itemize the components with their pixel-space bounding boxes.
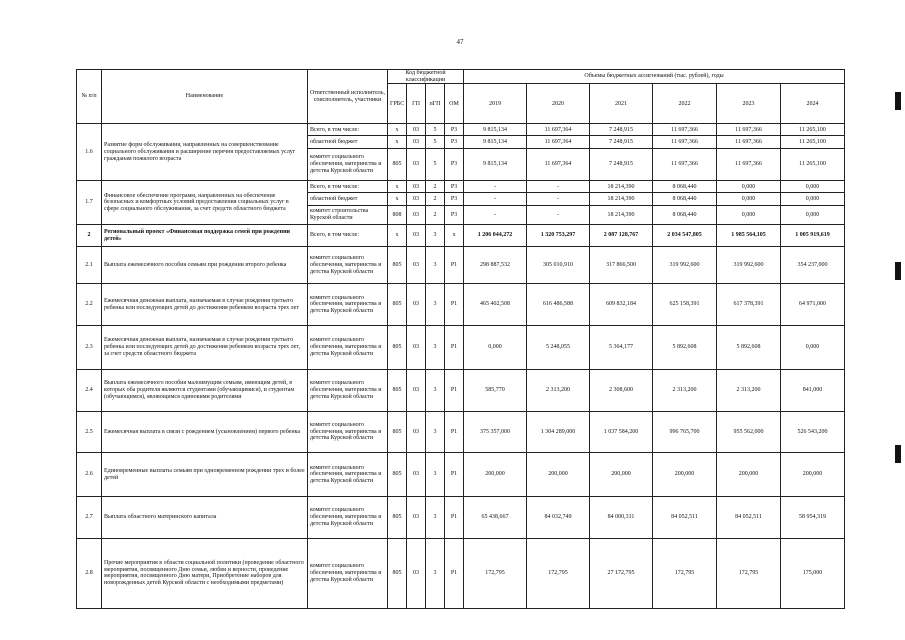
responsible-cell: областной бюджет (308, 193, 388, 205)
row-name: Выплата ежемесячного пособия малоимущим семьям, имеющим детей, в которых оба родителя являются студентами (обучающимися), и студентам (обучающимся), являющимся одинокими родителями (102, 369, 308, 411)
value-cell: 1 320 753,297 (527, 225, 590, 247)
pgp-cell: 3 (426, 453, 445, 497)
row-name: Финансовое обеспечение программ, направленных на обеспечение безопасных и комфортных условий предоставления социальных услуг в сфере социального обслуживания, за счет средств областного бюджета (102, 181, 308, 225)
value-cell: 617 378,391 (717, 284, 781, 326)
value-cell: 5 364,177 (590, 326, 653, 370)
gp-cell: 03 (407, 411, 426, 453)
om-cell: Р1 (445, 497, 464, 539)
header-name: Наименование (102, 70, 308, 124)
value-cell: 11 697,366 (717, 148, 781, 181)
responsible-cell: комитет социального обеспечения, материнства и детства Курской области (308, 326, 388, 370)
gp-cell: 03 (407, 181, 426, 193)
pgp-cell: 3 (426, 369, 445, 411)
value-cell: 955 562,000 (717, 411, 781, 453)
grbs-cell: 805 (388, 247, 407, 284)
value-cell: 84 032,749 (527, 497, 590, 539)
value-cell: 319 992,600 (717, 247, 781, 284)
pgp-cell: 3 (426, 247, 445, 284)
om-cell: Р1 (445, 411, 464, 453)
value-cell: 200,000 (717, 453, 781, 497)
gp-cell: 03 (407, 247, 426, 284)
pgp-cell: 3 (426, 225, 445, 247)
pgp-cell: 3 (426, 284, 445, 326)
value-cell: 200,000 (464, 453, 527, 497)
value-cell: - (464, 181, 527, 193)
grbs-cell: 805 (388, 284, 407, 326)
row-name: Выплата ежемесячного пособия семьям при рождении второго ребенка (102, 247, 308, 284)
responsible-cell: областной бюджет (308, 136, 388, 148)
row-name: Региональный проект «Финансовая поддержка семей при рождении детей» (102, 225, 308, 247)
value-cell: 200,000 (527, 453, 590, 497)
gp-cell: 03 (407, 205, 426, 225)
value-cell: 616 486,588 (527, 284, 590, 326)
value-cell: 5 892,608 (653, 326, 717, 370)
gp-cell: 03 (407, 193, 426, 205)
value-cell: 11 697,366 (653, 124, 717, 136)
table-row (77, 284, 845, 326)
value-cell: 172,795 (717, 538, 781, 608)
grbs-cell: 805 (388, 453, 407, 497)
table-row (77, 225, 845, 247)
table-row (77, 538, 845, 608)
pgp-cell: 2 (426, 205, 445, 225)
value-cell: - (527, 205, 590, 225)
row-number: 2.1 (77, 247, 102, 284)
value-cell: 609 832,184 (590, 284, 653, 326)
responsible-cell: комитет социального обеспечения, материнства и детства Курской области (308, 369, 388, 411)
pgp-cell: 5 (426, 136, 445, 148)
header-year: 2023 (717, 84, 781, 124)
responsible-cell: комитет социального обеспечения, материнства и детства Курской области (308, 148, 388, 181)
om-cell: Р1 (445, 369, 464, 411)
grbs-cell: 805 (388, 497, 407, 539)
value-cell: 65 438,667 (464, 497, 527, 539)
om-cell: Р3 (445, 181, 464, 193)
responsible-cell: Всего, в том числе: (308, 124, 388, 136)
value-cell: - (464, 193, 527, 205)
value-cell: - (527, 193, 590, 205)
om-cell: Р3 (445, 136, 464, 148)
value-cell: 8 068,440 (653, 193, 717, 205)
row-number: 2.4 (77, 369, 102, 411)
grbs-cell: 805 (388, 326, 407, 370)
row-number: 2.3 (77, 326, 102, 370)
row-number: 2.8 (77, 538, 102, 608)
row-number: 2.7 (77, 497, 102, 539)
responsible-cell: Всего, в том числе: (308, 225, 388, 247)
table-body (77, 124, 845, 609)
header-om: ОМ (445, 84, 464, 124)
value-cell: 1 985 564,105 (717, 225, 781, 247)
om-cell: Р3 (445, 205, 464, 225)
om-cell: Р3 (445, 193, 464, 205)
row-name: Единовременные выплаты семьям при одновременном рождении трех и более детей (102, 453, 308, 497)
value-cell: 319 992,600 (653, 247, 717, 284)
table-row (77, 124, 845, 136)
value-cell: 11 697,366 (653, 136, 717, 148)
edge-mark (895, 92, 901, 110)
value-cell: 7 248,915 (590, 148, 653, 181)
value-cell: 200,000 (653, 453, 717, 497)
value-cell: 11 697,366 (717, 124, 781, 136)
value-cell: 200,000 (590, 453, 653, 497)
om-cell: Р3 (445, 148, 464, 181)
value-cell: 172,795 (653, 538, 717, 608)
value-cell: 9 815,134 (464, 148, 527, 181)
value-cell: 0,000 (781, 181, 845, 193)
value-cell: 11 265,100 (781, 124, 845, 136)
row-name: Развитие форм обслуживания, направленных на совершенствование социального обслуживания и расширение перечня предоставляемых услуг гражданам пожилого возраста (102, 124, 308, 181)
value-cell: 9 815,134 (464, 124, 527, 136)
value-cell: 298 887,532 (464, 247, 527, 284)
responsible-cell: комитет социального обеспечения, материнства и детства Курской области (308, 497, 388, 539)
table-row (77, 497, 845, 539)
value-cell: 585,770 (464, 369, 527, 411)
table-row (77, 181, 845, 193)
grbs-cell: х (388, 124, 407, 136)
responsible-cell: комитет социального обеспечения, материнства и детства Курской области (308, 247, 388, 284)
gp-cell: 03 (407, 326, 426, 370)
om-cell: Р1 (445, 326, 464, 370)
grbs-cell: 805 (388, 148, 407, 181)
header-grbs: ГРБС (388, 84, 407, 124)
om-cell: Р1 (445, 453, 464, 497)
row-number: 1.7 (77, 181, 102, 225)
gp-cell: 03 (407, 136, 426, 148)
row-name: Ежемесячная денежная выплата, назначаемая в случае рождения третьего ребенка или последующих детей до достижения ребенком возраста трех лет (102, 284, 308, 326)
responsible-cell: комитет социального обеспечения, материнства и детства Курской области (308, 453, 388, 497)
om-cell: Р3 (445, 124, 464, 136)
value-cell: 2 313,200 (717, 369, 781, 411)
value-cell: 2 313,200 (527, 369, 590, 411)
value-cell: 1 037 584,200 (590, 411, 653, 453)
grbs-cell: 805 (388, 538, 407, 608)
row-number: 2.6 (77, 453, 102, 497)
value-cell: 7 248,915 (590, 124, 653, 136)
value-cell: 354 237,000 (781, 247, 845, 284)
value-cell: 2 087 128,767 (590, 225, 653, 247)
pgp-cell: 3 (426, 411, 445, 453)
row-name: Выплата областного материнского капитала (102, 497, 308, 539)
grbs-cell: 805 (388, 411, 407, 453)
row-number: 2 (77, 225, 102, 247)
table-row (77, 411, 845, 453)
pgp-cell: 5 (426, 148, 445, 181)
header-year: 2021 (590, 84, 653, 124)
value-cell: 11 697,364 (527, 124, 590, 136)
value-cell: 5 248,055 (527, 326, 590, 370)
value-cell: 465 402,508 (464, 284, 527, 326)
pgp-cell: 2 (426, 193, 445, 205)
value-cell: 11 265,100 (781, 136, 845, 148)
value-cell: 996 765,700 (653, 411, 717, 453)
value-cell: 64 971,000 (781, 284, 845, 326)
value-cell: 11 697,366 (717, 136, 781, 148)
budget-table (76, 69, 845, 609)
value-cell: 1 206 044,272 (464, 225, 527, 247)
header-num: № п/п (77, 70, 102, 124)
row-name: Ежемесячная денежная выплата, назначаемая в случае рождения третьего ребенка или последующих детей до достижения ребенком возраста трех лет, за счет средств областного бюджета (102, 326, 308, 370)
value-cell: 27 172,795 (590, 538, 653, 608)
row-number: 1.6 (77, 124, 102, 181)
value-cell: 84 052,511 (717, 497, 781, 539)
value-cell: 0,000 (717, 193, 781, 205)
value-cell: 8 068,440 (653, 205, 717, 225)
gp-cell: 03 (407, 538, 426, 608)
value-cell: 375 357,000 (464, 411, 527, 453)
header-budget-code: Код бюджетной классификации (388, 70, 464, 84)
table-row (77, 453, 845, 497)
value-cell: 1 005 919,619 (781, 225, 845, 247)
gp-cell: 03 (407, 453, 426, 497)
responsible-cell: Всего, в том числе: (308, 181, 388, 193)
value-cell: 0,000 (781, 193, 845, 205)
grbs-cell: х (388, 225, 407, 247)
gp-cell: 03 (407, 225, 426, 247)
grbs-cell: х (388, 181, 407, 193)
value-cell: 625 158,391 (653, 284, 717, 326)
edge-mark (895, 445, 901, 463)
grbs-cell: 805 (388, 369, 407, 411)
row-name: Ежемесячная выплата в связи с рождением (усыновлением) первого ребенка (102, 411, 308, 453)
pgp-cell: 3 (426, 326, 445, 370)
value-cell: 11 697,366 (653, 148, 717, 181)
pgp-cell: 3 (426, 538, 445, 608)
value-cell: 5 892,608 (717, 326, 781, 370)
value-cell: 0,000 (781, 205, 845, 225)
value-cell: 11 265,100 (781, 148, 845, 181)
om-cell: Р1 (445, 284, 464, 326)
om-cell: х (445, 225, 464, 247)
gp-cell: 03 (407, 369, 426, 411)
pgp-cell: 2 (426, 181, 445, 193)
row-number: 2.2 (77, 284, 102, 326)
gp-cell: 03 (407, 148, 426, 181)
value-cell: 2 308,600 (590, 369, 653, 411)
header-gp: ГП (407, 84, 426, 124)
value-cell: 18 214,390 (590, 193, 653, 205)
grbs-cell: х (388, 193, 407, 205)
header-year: 2022 (653, 84, 717, 124)
value-cell: 11 697,364 (527, 148, 590, 181)
pgp-cell: 5 (426, 124, 445, 136)
table-row (77, 247, 845, 284)
value-cell: 84 000,311 (590, 497, 653, 539)
value-cell: 0,000 (717, 205, 781, 225)
header-responsible: Ответственный исполнитель, соисполнитель, участники (308, 70, 388, 124)
table-row (77, 369, 845, 411)
gp-cell: 03 (407, 124, 426, 136)
responsible-cell: комитет социального обеспечения, материнства и детства Курской области (308, 411, 388, 453)
value-cell: 172,795 (464, 538, 527, 608)
grbs-cell: 808 (388, 205, 407, 225)
value-cell: - (464, 205, 527, 225)
responsible-cell: комитет социального обеспечения, материнства и детства Курской области (308, 284, 388, 326)
value-cell: 7 248,915 (590, 136, 653, 148)
om-cell: Р1 (445, 247, 464, 284)
value-cell: 2 313,200 (653, 369, 717, 411)
value-cell: 200,000 (781, 453, 845, 497)
value-cell: 84 052,511 (653, 497, 717, 539)
header-pgp: пГП (426, 84, 445, 124)
edge-mark (895, 262, 901, 280)
responsible-cell: комитет строительства Курской области (308, 205, 388, 225)
value-cell: 58 954,319 (781, 497, 845, 539)
pgp-cell: 3 (426, 497, 445, 539)
gp-cell: 03 (407, 284, 426, 326)
gp-cell: 03 (407, 497, 426, 539)
value-cell: 317 866,500 (590, 247, 653, 284)
value-cell: 0,000 (717, 181, 781, 193)
value-cell: 175,000 (781, 538, 845, 608)
om-cell: Р1 (445, 538, 464, 608)
header-year: 2024 (781, 84, 845, 124)
value-cell: - (527, 181, 590, 193)
value-cell: 18 214,390 (590, 205, 653, 225)
value-cell: 18 214,390 (590, 181, 653, 193)
value-cell: 0,000 (781, 326, 845, 370)
value-cell: 0,000 (464, 326, 527, 370)
header-year: 2020 (527, 84, 590, 124)
value-cell: 11 697,364 (527, 136, 590, 148)
row-number: 2.5 (77, 411, 102, 453)
header-volumes: Объемы бюджетных ассигнований (тыс. рублей), годы (464, 70, 845, 84)
header-year: 2019 (464, 84, 527, 124)
responsible-cell: комитет социального обеспечения, материнства и детства Курской области (308, 538, 388, 608)
value-cell: 841,000 (781, 369, 845, 411)
value-cell: 8 068,440 (653, 181, 717, 193)
value-cell: 305 010,910 (527, 247, 590, 284)
row-name: Прочие мероприятия в области социальной политики (проведение областного мероприятия, посвященного Дню семьи, любви и верности, проведение мероприятия, посвященного Дню матери, Приобретение наборов для новорожденных детей Курской области с необходимыми предметами) (102, 538, 308, 608)
value-cell: 526 543,200 (781, 411, 845, 453)
page-number: 47 (456, 38, 464, 46)
grbs-cell: х (388, 136, 407, 148)
value-cell: 1 304 289,000 (527, 411, 590, 453)
value-cell: 172,795 (527, 538, 590, 608)
table-row (77, 326, 845, 370)
value-cell: 9 815,134 (464, 136, 527, 148)
value-cell: 2 034 547,805 (653, 225, 717, 247)
